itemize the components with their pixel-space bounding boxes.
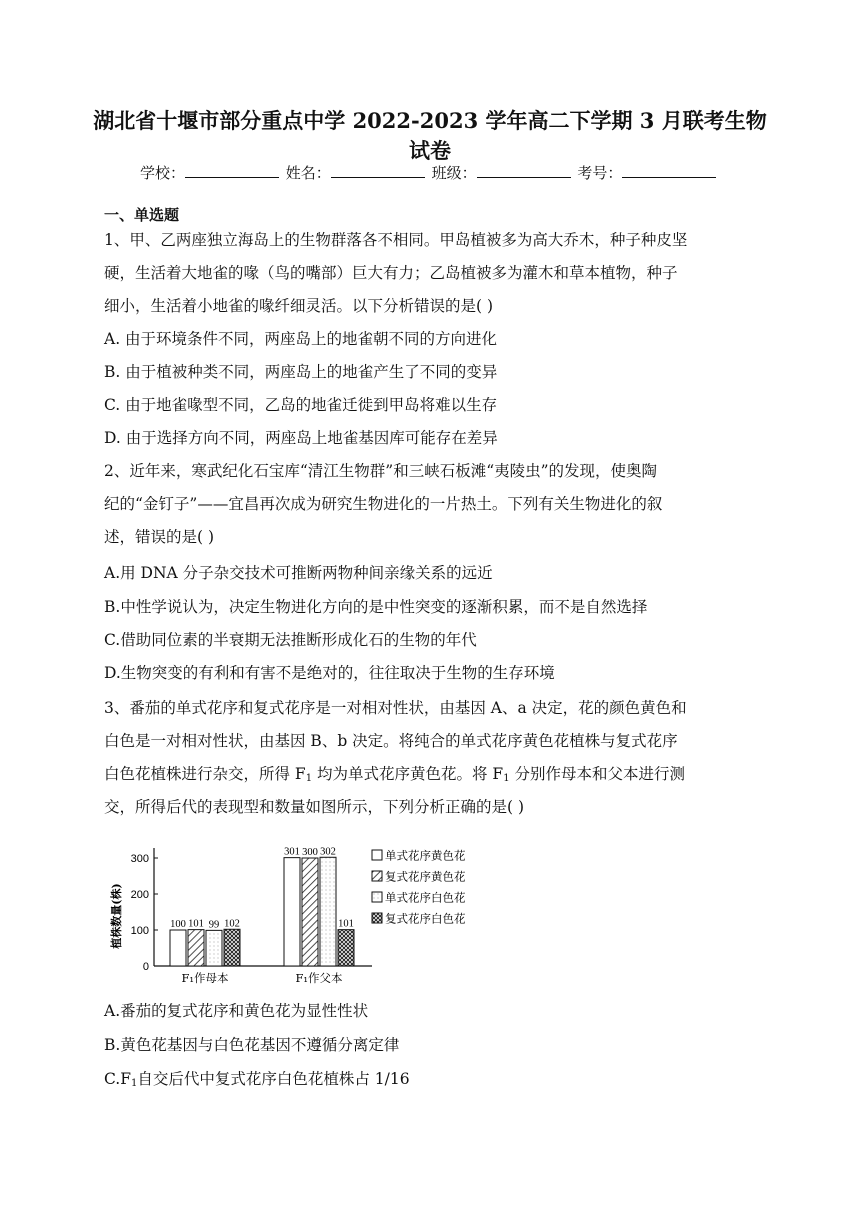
q3-option-c-post: 自交后代中复式花序白色花植株占 1/16 — [137, 1070, 410, 1088]
q3-option-a[interactable]: A.番茄的复式花序和黄色花为显性性状 — [104, 1002, 369, 1020]
q1-stem-line-1: 1、甲、乙两座独立海岛上的生物群落各不相同。甲岛植被多为高大乔木，种子种皮坚 — [104, 231, 688, 249]
school-label: 学校： — [140, 164, 186, 182]
q1-option-b[interactable]: B. 由于植被种类不同，两座岛上的地雀产生了不同的变异 — [104, 363, 498, 381]
y-tick-label: 300 — [130, 853, 149, 865]
exam-no-label: 考号： — [577, 164, 623, 182]
q1-option-d[interactable]: D. 由于选择方向不同，两座岛上地雀基因库可能存在差异 — [104, 429, 498, 447]
bar-value-label: 101 — [338, 918, 354, 930]
q3-line3-part-b: 均为单式花序黄色花。将 F — [312, 765, 504, 783]
q3-line3-sub2: 1 — [503, 773, 510, 784]
q3-line3-part-a: 白色花植株进行杂交，所得 F — [104, 765, 306, 783]
bar — [320, 857, 336, 966]
legend-label: 单式花序白色花 — [385, 890, 466, 905]
bar — [338, 930, 354, 966]
q1-option-a[interactable]: A. 由于环境条件不同，两座岛上的地雀朝不同的方向进化 — [104, 330, 498, 348]
bar-value-label: 302 — [320, 846, 336, 858]
bar — [206, 930, 222, 966]
title-line-1: 湖北省十堰市部分重点中学 2022-2023 学年高二下学期 3 月联考生物 — [93, 108, 767, 133]
bar — [302, 858, 318, 966]
y-tick-label: 100 — [130, 925, 149, 937]
q2-stem-line-1: 2、近年来，寒武纪化石宝库“清江生物群”和三峡石板滩“夷陵虫”的发现，使奥陶 — [104, 462, 658, 480]
bar — [170, 930, 186, 966]
q1-stem-line-3: 细小，生活着小地雀的喙纤细灵活。以下分析错误的是( ) — [104, 297, 494, 315]
bar-value-label: 301 — [284, 846, 300, 858]
bar-value-label: 100 — [170, 919, 186, 930]
title-line-2: 试卷 — [409, 138, 451, 163]
exam-no-blank[interactable] — [622, 163, 716, 178]
legend-swatch — [372, 892, 382, 902]
q2-option-b[interactable]: B.中性学说认为，决定生物进化方向的是中性突变的逐渐积累，而不是自然选择 — [104, 598, 648, 616]
bar — [188, 930, 204, 966]
bar — [224, 929, 240, 966]
bar-value-label: 101 — [188, 918, 204, 930]
q2-stem-line-2: 纪的“金钉子”——宜昌再次成为研究生物进化的一片热土。下列有关生物进化的叙 — [104, 495, 663, 513]
bar-value-label: 99 — [208, 919, 220, 931]
y-axis-label: 植株数量(株) — [110, 883, 123, 949]
x-category-label: F₁作父本 — [295, 971, 343, 985]
q3-option-b[interactable]: B.黄色花基因与白色花基因不遵循分离定律 — [104, 1036, 400, 1054]
y-tick-label: 200 — [130, 889, 149, 901]
legend-swatch — [372, 850, 382, 860]
q3-stem-line-4: 交，所得后代的表现型和数量如图所示，下列分析正确的是( ) — [104, 798, 525, 816]
bar-value-label: 300 — [302, 847, 318, 858]
legend-label: 单式花序黄色花 — [385, 848, 466, 863]
bar-value-label: 102 — [224, 918, 240, 930]
name-label: 姓名： — [285, 164, 331, 182]
class-label: 班级： — [431, 164, 477, 182]
legend-label: 复式花序黄色花 — [385, 869, 466, 884]
class-blank[interactable] — [477, 163, 571, 178]
name-blank[interactable] — [331, 163, 425, 178]
q3-stem-line-2: 白色是一对相对性状，由基因 B、b 决定。将纯合的单式花序黄色花植株与复式花序 — [104, 732, 678, 750]
school-blank[interactable] — [185, 163, 279, 178]
q3-option-c[interactable] — [104, 1069, 410, 1089]
q3-stem-line-1: 3、番茄的单式花序和复式花序是一对相对性状，由基因 A、a 决定，花的颜色黄色和 — [104, 699, 687, 717]
q2-stem-line-3: 述，错误的是( ) — [104, 528, 215, 546]
bar — [284, 858, 300, 966]
q3-line3-part-c: 分别作母本和父本进行测 — [509, 765, 685, 783]
y-tick-label: 0 — [142, 961, 149, 973]
legend-swatch — [372, 871, 382, 881]
q3-line3-sub: 1 — [305, 773, 313, 784]
q2-option-a[interactable]: A.用 DNA 分子杂交技术可推断两物种间亲缘关系的远近 — [104, 564, 493, 582]
q1-stem-line-2: 硬，生活着大地雀的喙（鸟的嘴部）巨大有力；乙岛植被多为灌木和草本植物，种子 — [104, 264, 678, 282]
offspring-bar-chart — [104, 836, 484, 996]
q3-option-c-sub: 1 — [131, 1078, 138, 1089]
x-category-label: F₁作母本 — [181, 971, 229, 985]
student-info-row — [140, 162, 718, 183]
q2-option-c[interactable]: C.借助同位素的半衰期无法推断形成化石的生物的年代 — [104, 631, 477, 649]
legend-swatch — [372, 913, 382, 923]
q1-option-c[interactable]: C. 由于地雀喙型不同，乙岛的地雀迁徙到甲岛将难以生存 — [104, 396, 498, 414]
page-title — [70, 106, 790, 166]
legend-label: 复式花序白色花 — [385, 911, 466, 926]
q3-stem-line-3 — [104, 764, 685, 784]
section-title: 一、单选题 — [104, 206, 180, 224]
q3-option-c-pre: C.F — [104, 1070, 131, 1088]
q2-option-d[interactable]: D.生物突变的有利和有害不是绝对的，往往取决于生物的生存环境 — [104, 664, 555, 682]
